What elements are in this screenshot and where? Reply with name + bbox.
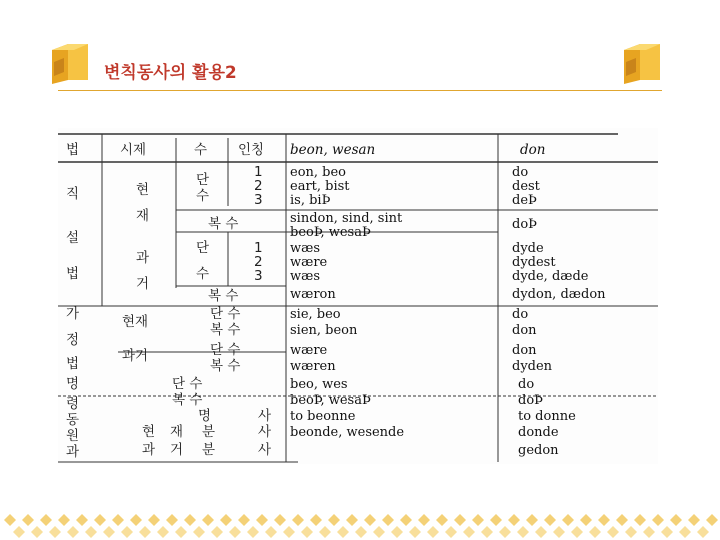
header-number: 수 bbox=[194, 142, 208, 158]
don-form: dydest bbox=[512, 255, 556, 270]
don-form: gedon bbox=[518, 443, 559, 458]
diamond-shape bbox=[445, 526, 457, 538]
number-label: 복 수 bbox=[210, 358, 241, 374]
tense-char: 재 bbox=[136, 208, 150, 224]
verbal-char: 사 bbox=[258, 424, 272, 440]
diamond-shape bbox=[400, 514, 412, 526]
diamond-shape bbox=[283, 526, 295, 538]
diamond-shape bbox=[418, 514, 430, 526]
title-divider bbox=[58, 90, 662, 91]
diamond-shape bbox=[49, 526, 61, 538]
verbal-char: 사 bbox=[258, 442, 272, 458]
beon-form: wære bbox=[290, 255, 328, 270]
diamond-shape bbox=[58, 514, 70, 526]
diamond-shape bbox=[202, 514, 214, 526]
header-don: don bbox=[520, 142, 546, 158]
verbal-char: 현 bbox=[142, 424, 156, 440]
diamond-shape bbox=[40, 514, 52, 526]
don-form: dydon, dædon bbox=[512, 287, 606, 302]
diamond-shape bbox=[562, 514, 574, 526]
diamond-shape bbox=[328, 514, 340, 526]
diamond-shape bbox=[481, 526, 493, 538]
diamond-shape bbox=[373, 526, 385, 538]
diamond-shape bbox=[256, 514, 268, 526]
diamond-shape bbox=[31, 526, 43, 538]
diamond-shape bbox=[508, 514, 520, 526]
mood-char: 과 bbox=[66, 444, 80, 460]
diamond-shape bbox=[463, 526, 475, 538]
diamond-shape bbox=[337, 526, 349, 538]
don-form: dyden bbox=[512, 359, 553, 374]
mood-char: 설 bbox=[66, 230, 80, 246]
decorative-diamond-band bbox=[0, 512, 720, 540]
don-form: to donne bbox=[518, 409, 576, 424]
number-label: 복 수 bbox=[172, 392, 203, 408]
diamond-shape bbox=[670, 514, 682, 526]
beon-form: beoÞ, wesaÞ bbox=[290, 225, 371, 240]
tense-char: 현 bbox=[136, 182, 150, 198]
number-char: 수 bbox=[196, 188, 210, 204]
mood-char: 법 bbox=[66, 356, 80, 372]
number-char: 단 bbox=[196, 172, 210, 188]
don-form: donde bbox=[518, 425, 559, 440]
diamond-shape bbox=[688, 514, 700, 526]
diamond-shape bbox=[589, 526, 601, 538]
diamond-shape bbox=[517, 526, 529, 538]
diamond-shape bbox=[112, 514, 124, 526]
diamond-shape bbox=[319, 526, 331, 538]
diamond-shape bbox=[625, 526, 637, 538]
diamond-shape bbox=[22, 514, 34, 526]
verbal-char: 분 bbox=[202, 424, 216, 440]
diamond-shape bbox=[661, 526, 673, 538]
header-mood: 법 bbox=[66, 142, 80, 158]
diamond-shape bbox=[364, 514, 376, 526]
beon-form: sien, beon bbox=[290, 323, 358, 338]
verbal-char: 사 bbox=[258, 408, 272, 424]
beon-form: eart, bist bbox=[290, 179, 350, 194]
diamond-shape bbox=[598, 514, 610, 526]
beon-form: is, biÞ bbox=[290, 193, 331, 208]
diamond-shape bbox=[643, 526, 655, 538]
don-form: do bbox=[512, 165, 529, 180]
diamond-shape bbox=[679, 526, 691, 538]
diamond-shape bbox=[274, 514, 286, 526]
diamond-shape bbox=[184, 514, 196, 526]
beon-form: eon, beo bbox=[290, 165, 346, 180]
tense-label: 현재 bbox=[122, 314, 149, 330]
diamond-shape bbox=[301, 526, 313, 538]
beon-form: to beonne bbox=[290, 409, 356, 424]
number-label: 단 수 bbox=[210, 306, 241, 322]
conjugation-table bbox=[58, 128, 658, 464]
don-form: doÞ bbox=[518, 393, 543, 408]
diamond-shape bbox=[355, 526, 367, 538]
diamond-shape bbox=[472, 514, 484, 526]
tense-char: 거 bbox=[136, 276, 150, 292]
left-cube-icon bbox=[48, 40, 94, 86]
diamond-shape bbox=[85, 526, 97, 538]
verbal-char: 재 bbox=[170, 424, 184, 440]
mood-char: 령 bbox=[66, 396, 80, 412]
person-number: 1 bbox=[254, 240, 263, 256]
mood-char: 명 bbox=[66, 376, 80, 392]
verbal-char: 거 bbox=[170, 442, 184, 458]
diamond-shape bbox=[247, 526, 259, 538]
number-label: 복 수 bbox=[210, 322, 241, 338]
diamond-shape bbox=[238, 514, 250, 526]
diamond-shape bbox=[13, 526, 25, 538]
verbal-char: 과 bbox=[142, 442, 156, 458]
diamond-shape bbox=[526, 514, 538, 526]
number-label: 단 수 bbox=[172, 376, 203, 392]
tense-label: 과거 bbox=[122, 348, 149, 364]
number-label: 단 수 bbox=[210, 342, 241, 358]
diamond-shape bbox=[571, 526, 583, 538]
header-tense: 시제 bbox=[120, 142, 147, 158]
don-form: dyde bbox=[512, 241, 544, 256]
diamond-shape bbox=[94, 514, 106, 526]
diamond-shape bbox=[490, 514, 502, 526]
mood-char: 가 bbox=[66, 306, 80, 322]
beon-form: wæs bbox=[290, 269, 321, 284]
don-form: don bbox=[512, 343, 537, 358]
diamond-shape bbox=[166, 514, 178, 526]
diamond-shape bbox=[634, 514, 646, 526]
diamond-shape bbox=[4, 514, 16, 526]
diamond-shape bbox=[706, 514, 718, 526]
right-cube-icon bbox=[620, 40, 666, 86]
beon-form: beonde, wesende bbox=[290, 425, 405, 440]
diamond-shape bbox=[382, 514, 394, 526]
mood-char: 법 bbox=[66, 266, 80, 282]
number-label: 복 수 bbox=[208, 216, 239, 232]
mood-char: 원 bbox=[66, 428, 80, 444]
diamond-shape bbox=[409, 526, 421, 538]
beon-form: beoÞ, wesaÞ bbox=[290, 393, 371, 408]
header-person: 인칭 bbox=[238, 142, 265, 158]
number-char: 단 bbox=[196, 240, 210, 256]
diamond-shape bbox=[148, 514, 160, 526]
diamond-shape bbox=[454, 514, 466, 526]
beon-form: sie, beo bbox=[290, 307, 341, 322]
don-form: deÞ bbox=[512, 193, 537, 208]
diamond-shape bbox=[103, 526, 115, 538]
tense-char: 과 bbox=[136, 250, 150, 266]
diamond-shape bbox=[652, 514, 664, 526]
don-form: don bbox=[512, 323, 537, 338]
diamond-shape bbox=[607, 526, 619, 538]
person-number: 1 bbox=[254, 164, 263, 180]
beon-form: wæs bbox=[290, 241, 321, 256]
person-number: 3 bbox=[254, 268, 263, 284]
mood-char: 직 bbox=[66, 186, 80, 202]
diamond-shape bbox=[697, 526, 709, 538]
number-char: 수 bbox=[196, 266, 210, 282]
verbal-char: 분 bbox=[202, 442, 216, 458]
diamond-shape bbox=[193, 526, 205, 538]
person-number: 3 bbox=[254, 192, 263, 208]
header-beon-wesan: beon, wesan bbox=[290, 142, 376, 158]
beon-form: wæron bbox=[290, 287, 336, 302]
don-form: doÞ bbox=[512, 217, 537, 232]
diamond-shape bbox=[310, 514, 322, 526]
mood-char: 동 bbox=[66, 412, 80, 428]
diamond-shape bbox=[211, 526, 223, 538]
beon-form: wæren bbox=[290, 359, 336, 374]
diamond-shape bbox=[220, 514, 232, 526]
diamond-shape bbox=[139, 526, 151, 538]
diamond-shape bbox=[436, 514, 448, 526]
diamond-shape bbox=[292, 514, 304, 526]
diamond-shape bbox=[175, 526, 187, 538]
don-form: do bbox=[518, 377, 535, 392]
don-form: do bbox=[512, 307, 529, 322]
slide-title: 변칙동사의 활용2 bbox=[104, 63, 237, 83]
diamond-shape bbox=[544, 514, 556, 526]
beon-form: beo, wes bbox=[290, 377, 348, 392]
diamond-shape bbox=[76, 514, 88, 526]
beon-form: wære bbox=[290, 343, 328, 358]
diamond-shape bbox=[580, 514, 592, 526]
conjugation-table-scan bbox=[58, 128, 658, 464]
mood-char: 정 bbox=[66, 332, 80, 348]
diamond-shape bbox=[67, 526, 79, 538]
diamond-shape bbox=[121, 526, 133, 538]
diamond-shape bbox=[535, 526, 547, 538]
diamond-shape bbox=[265, 526, 277, 538]
person-number: 2 bbox=[254, 254, 263, 270]
verbal-char: 명 bbox=[198, 408, 212, 424]
diamond-shape bbox=[427, 526, 439, 538]
diamond-shape bbox=[616, 514, 628, 526]
diamond-shape bbox=[391, 526, 403, 538]
diamond-shape bbox=[130, 514, 142, 526]
beon-form: sindon, sind, sint bbox=[290, 211, 403, 226]
don-form: dest bbox=[512, 179, 540, 194]
number-label: 복 수 bbox=[208, 288, 239, 304]
diamond-shape bbox=[229, 526, 241, 538]
don-form: dyde, dæde bbox=[512, 269, 589, 284]
diamond-shape bbox=[157, 526, 169, 538]
diamond-shape bbox=[499, 526, 511, 538]
person-number: 2 bbox=[254, 178, 263, 194]
diamond-shape bbox=[553, 526, 565, 538]
diamond-shape bbox=[346, 514, 358, 526]
